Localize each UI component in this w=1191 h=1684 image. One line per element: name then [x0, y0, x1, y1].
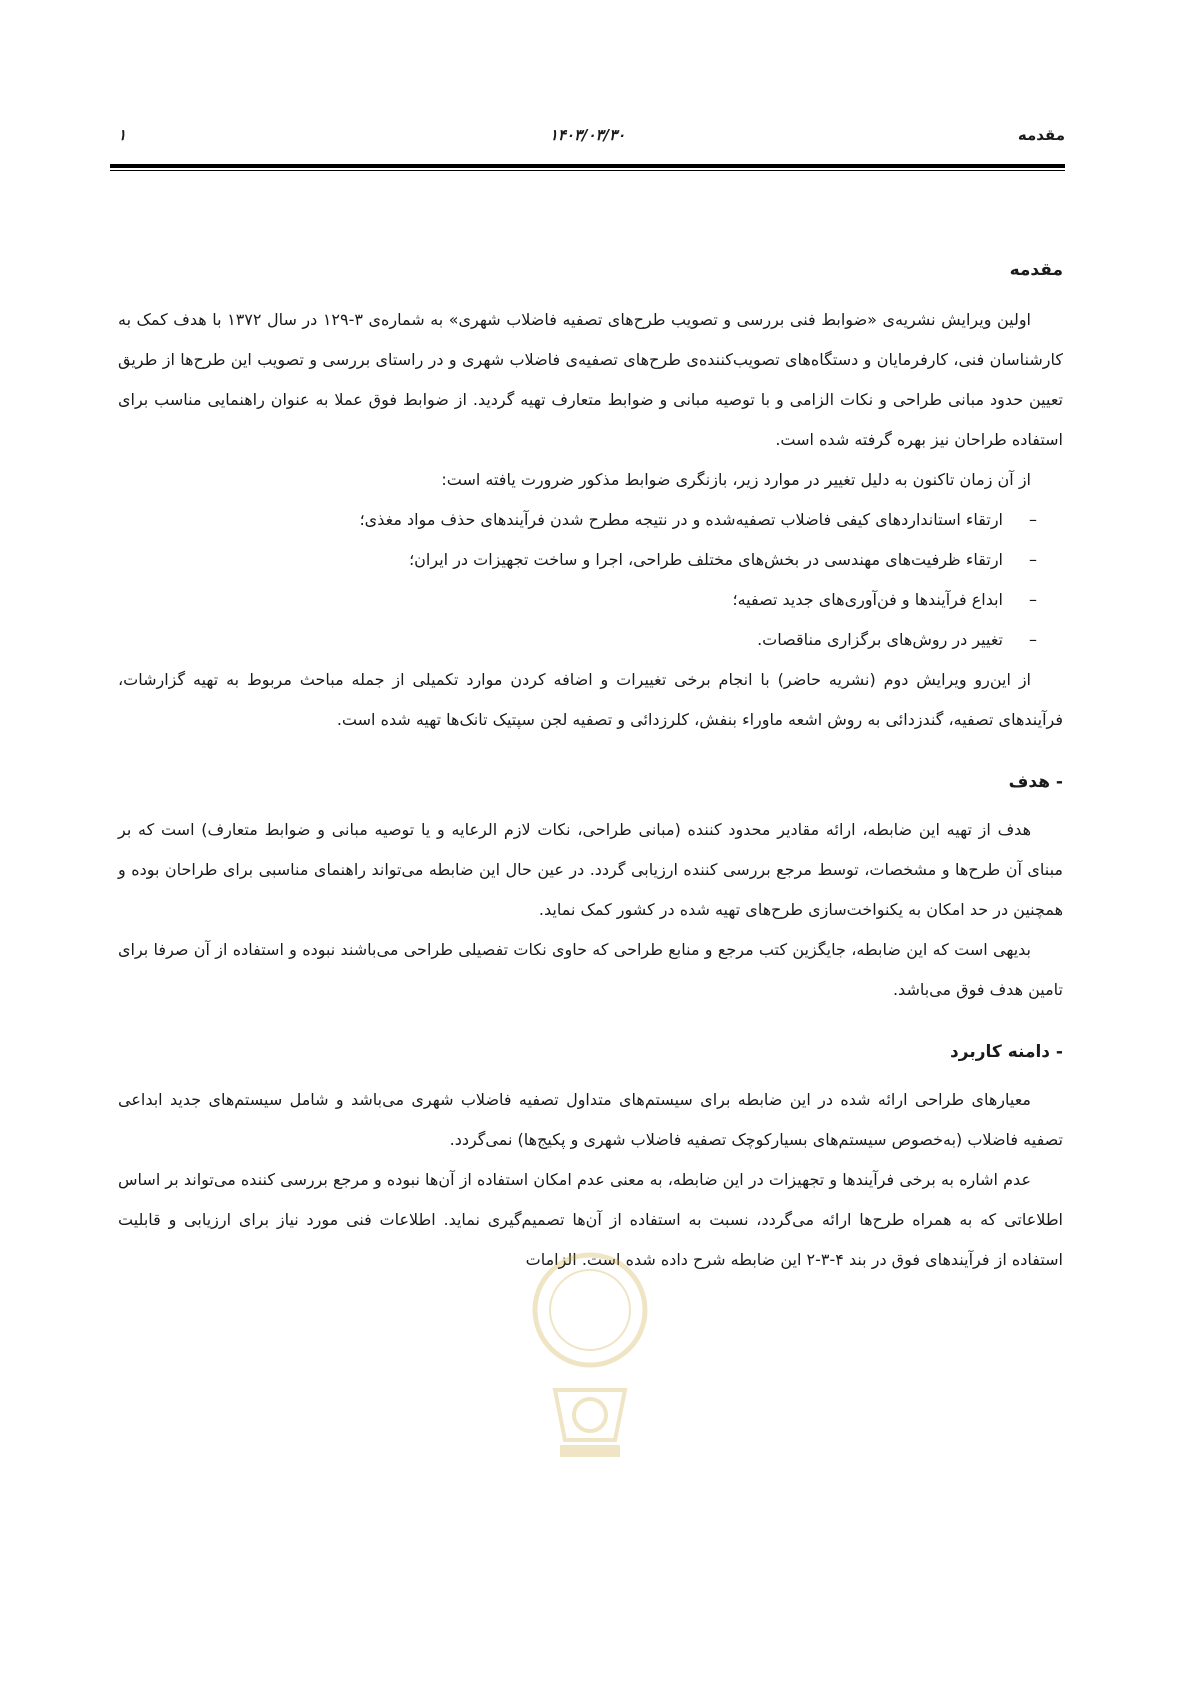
scope-heading: - دامنه کاربرد	[950, 1042, 1063, 1062]
seal-logo-watermark-icon	[515, 1240, 665, 1470]
list-item: – ارتقاء استانداردهای کیفی فاضلاب تصفیه‌شده و در نتیجه مطرح شدن فرآیندهای حذف مواد مغذی؛	[359, 510, 1037, 529]
header-rule-thin	[110, 170, 1065, 171]
list-item: – ابداع فرآیندها و فن‌آوری‌های جدید تصفیه؛	[732, 590, 1037, 609]
page-number: ۱	[118, 126, 127, 144]
goal-paragraph-2: بدیهی است که این ضابطه، جایگزین کتب مرجع و منابع طراحی که حاوی نکات تفصیلی طراحی می‌باشند نبوده و استفاده از آن صرفا برای تامین هدف فوق می‌باشد.	[118, 940, 1063, 999]
goal-paragraph-1: هدف از تهیه این ضابطه، ارائه مقادیر محدود کننده (مبانی طراحی، نکات لازم الرعایه و یا توصیه مبانی و ضوابط متعارف) است که بر مبنای آن طرح‌ها و مشخصات، توسط مرجع بررسی کننده ارزیابی گردد. در عین حال این ضابطه می‌تواند راهنمای مناسبی برای طراحان بوده و همچنین در حد امکان به یکنواخت‌سازی طرح‌های تهیه شده در کشور کمک نماید.	[118, 820, 1063, 919]
header-section-title: مقدمه	[1017, 126, 1065, 144]
header-date: ۱۴۰۳/۰۳/۳۰	[549, 126, 626, 144]
page-header	[110, 126, 1065, 150]
header-rule-thick	[110, 164, 1065, 168]
list-item: – ارتقاء ظرفیت‌های مهندسی در بخش‌های مختلف طراحی، اجرا و ساخت تجهیزات در ایران؛	[409, 550, 1037, 569]
goal-heading: - هدف	[1008, 772, 1063, 792]
document-body	[118, 252, 1063, 1280]
list-item: – تغییر در روش‌های برگزاری مناقصات.	[757, 630, 1037, 649]
intro-bullet-list	[118, 500, 1063, 660]
scope-paragraph-1: معیارهای طراحی ارائه شده در این ضابطه برای سیستم‌های متداول تصفیه فاضلاب شهری می‌باشد و شامل سیستم‌های جدید ابداعی تصفیه فاضلاب (به‌خصوص سیستم‌های بسیارکوچک تصفیه فاضلاب شهری و پکیج‌ها) نمی‌گردد.	[118, 1090, 1063, 1149]
intro-heading: مقدمه	[1009, 260, 1063, 280]
scope-paragraph-2: عدم اشاره به برخی فرآیندها و تجهیزات در این ضابطه، به معنی عدم امکان استفاده از آن‌ها نبوده و مرجع بررسی کننده می‌تواند بر اساس اطلاعاتی که به همراه طرح‌ها ارائه می‌گردد، نسبت به استفاده از آن‌ها تصمیم‌گیری نماید. اطلاعات فنی مورد نیاز برای ارزیابی و قابلیت استفاده از فرآیندهای فوق در بند ۴-۳-۲ این ضابطه شرح داده شده است. الزامات	[118, 1170, 1063, 1269]
intro-closing-paragraph: از این‌رو ویرایش دوم (نشریه حاضر) با انجام برخی تغییرات و اضافه کردن موارد تکمیلی از جمله مباحث مربوط به تهیه گزارشات، فرآیندهای تصفیه، گندزدائی به روش اشعه ماوراء بنفش، کلرزدائی و تصفیه لجن سپتیک تانک‌ها تهیه شده است.	[118, 670, 1063, 729]
intro-paragraph-2: از آن زمان تاکنون به دلیل تغییر در موارد زیر، بازنگری ضوابط مذکور ضرورت یافته است:	[441, 470, 1031, 489]
intro-paragraph-1: اولین ویرایش نشریه‌ی «ضوابط فنی بررسی و تصویب طرح‌های تصفیه فاضلاب شهری» به شماره‌ی ۳-۱۲۹ در سال ۱۳۷۲ با هدف کمک به کارشناسان فنی، کارفرمایان و دستگاه‌های تصویب‌کننده‌ی طرح‌های تصفیه‌ی فاضلاب شهری و در راستای بررسی و تصویب این طرح‌ها از طریق تعیین حدود مبانی طراحی و نکات الزامی و با توصیه مبانی و ضوابط متعارف تهیه گردید. از ضوابط فوق عملا به عنوان راهنمایی مناسب برای استفاده طراحان نیز بهره گرفته شده است.	[118, 310, 1063, 449]
